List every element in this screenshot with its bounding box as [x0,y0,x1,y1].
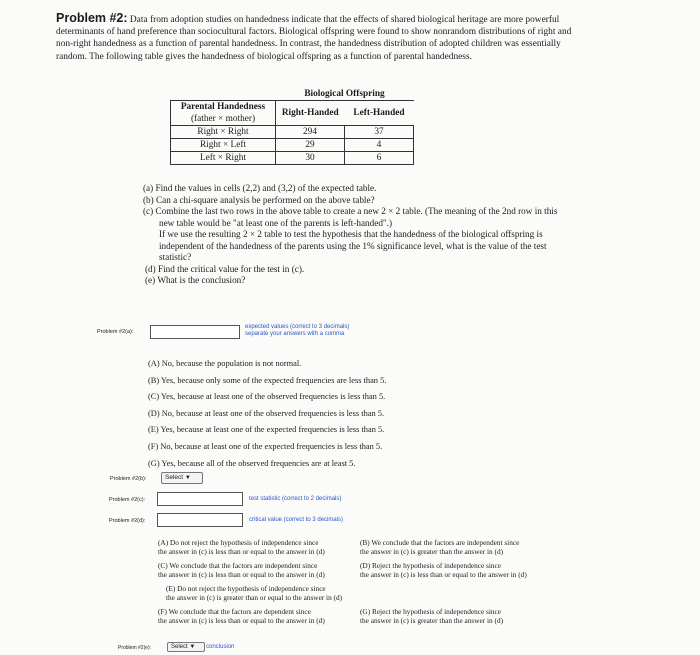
table-cell: 294 [276,126,345,139]
problem-title: Problem #2: [56,11,128,25]
answer-e-select[interactable]: Select ▼ [167,642,205,652]
answer-b-label: Problem #2(b): [110,476,147,482]
b-options [148,356,386,472]
table-cell: 29 [276,139,345,152]
answer-a-label: Problem #2(a): [97,329,134,335]
answer-b-select[interactable]: Select ▼ [161,472,203,484]
b-option-d: (D) No, because at least one of the observed frequencies is less than 5. [148,408,385,418]
row-header: Parental Handedness [171,101,276,114]
e-option-d-line2: the answer in (c) is less than or equal to the answer in (d) [360,570,527,579]
b-option-b: (B) Yes, because only some of the expected frequencies are less than 5. [148,375,387,385]
b-option-g: (G) Yes, because all of the observed frequencies are at least 5. [148,458,356,468]
answer-d-input[interactable] [157,513,243,527]
e-option-d: (D) Reject the hypothesis of independence since [360,561,502,570]
e-option-a: (A) Do not reject the hypothesis of independence since [158,538,319,547]
answer-c-hint: test statistic (correct to 2 decimals) [249,496,342,502]
answer-c-input[interactable] [157,492,243,506]
e-option-b-line2: the answer in (c) is greater than the answer in (d) [360,547,504,556]
e-options [158,538,527,625]
answer-e-label: Problem #2(e): [118,645,152,651]
e-option-g: (G) Reject the hypothesis of independence since [360,607,502,616]
answer-a-input[interactable] [150,325,240,339]
col-right-header: Right-Handed [281,108,339,118]
table-row-label: Right × Right [171,126,276,139]
table-cell: 6 [345,152,414,165]
b-option-e: (E) Yes, because at least one of the expected frequencies is less than 5. [148,425,385,435]
table-row-label: Left × Right [171,152,276,165]
e-option-g-line2: the answer in (c) is greater than the answer in (d) [360,616,504,625]
chevron-down-icon: ▼ [189,644,196,650]
answer-d-hint: critical value (correct to 3 decimals) [249,517,344,523]
e-option-b: (B) We conclude that the factors are independent since [360,538,520,547]
table-cell: 37 [345,126,414,139]
question-e: (e) What is the conclusion? [145,275,246,285]
b-option-a: (A) No, because the population is not normal. [148,359,302,368]
table-cell: 4 [345,139,414,152]
table-row-label: Right × Left [171,139,276,152]
handedness-table [170,88,414,165]
question-c-line2: new table would be "at least one of the parents is left-handed".) [159,217,393,228]
answer-a-hint: expected values (correct to 3 decimals) separate your answers with a comma [245,324,350,337]
problem-text: Data from adoption studies on handedness indicate that the effects of shared biological heritage are more powerful determinants of hand preference than sociocultural factors. Biological offspring were found to show nonrandom distributions of right and non-right handedness as a function of parental handedness. In contrast, the handedness distribution of adopted children was essentially random. The following table gives the handedness of biological offspring as a function of parental handedness. [56,15,572,62]
e-option-a-line2: the answer in (c) is less than or equal to the answer in (d) [158,547,325,556]
e-option-e: (E) Do not reject the hypothesis of independence since [166,584,326,593]
problem-intro [56,12,588,63]
questions [143,183,593,287]
question-c-line4: independent of the handedness of the parents using the 1% significance level, what is the value of the test [159,240,547,251]
chevron-down-icon: ▼ [184,475,191,481]
b-option-c: (C) Yes, because at least one of the observed frequencies is less than 5. [148,392,386,402]
group-header: Biological Offspring [276,88,414,101]
question-c: (c) Combine the last two rows in the above table to create a new 2 × 2 table. (The meaning of the 2nd row in this [143,206,558,216]
answer-d-label: Problem #2(d): [109,518,146,524]
e-option-e-line2: the answer in (c) is greater than or equal to the answer in (d) [166,593,343,602]
answer-c-label: Problem #2(c): [109,497,146,503]
e-option-c: (C) We conclude that the factors are independent since [158,561,318,570]
question-c-line5: statistic? [159,252,192,262]
question-c-line3: If we use the resulting 2 × 2 table to test the hypothesis that the handedness of the biological offspring is [159,229,543,239]
question-a: (a) Find the values in cells (2,2) and (3,2) of the expected table. [143,183,377,193]
question-b: (b) Can a chi-square analysis be performed on the above table? [143,194,375,205]
e-option-f-line2: the answer in (c) is less than or equal to the answer in (d) [158,616,325,625]
row-header-sub: (father × mother) [171,113,276,126]
col-left-header: Left-Handed [353,108,405,118]
answer-e-hint: conclusion [206,644,235,650]
b-option-f: (F) No, because at least one of the expected frequencies is less than 5. [148,441,383,451]
table-cell: 30 [276,152,345,165]
e-option-f: (F) We conclude that the factors are dependent since [158,607,311,616]
question-d: (d) Find the critical value for the test in (c). [145,263,305,274]
e-option-c-line2: the answer in (c) is less than or equal to the answer in (d) [158,570,325,579]
